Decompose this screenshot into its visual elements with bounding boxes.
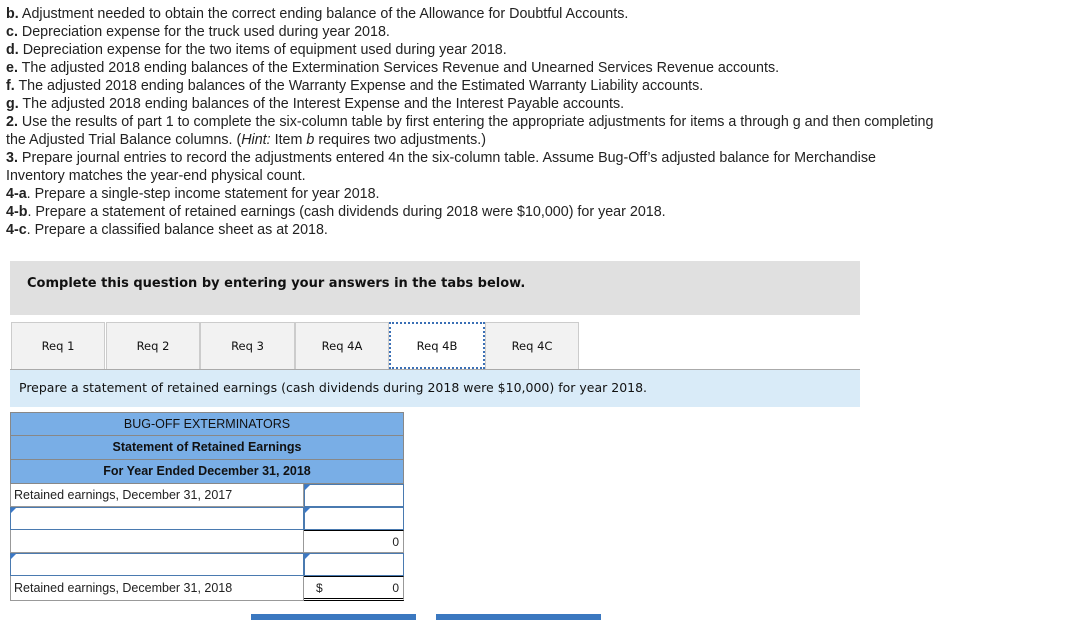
tab-description-text: Prepare a statement of retained earnings (cash dividends during 2018 were $10,000) for year 2018. — [19, 380, 648, 395]
question-item: c. Depreciation expense for the truck used during year 2018. — [6, 24, 390, 40]
question-item: 3. Prepare journal entries to record the adjustments entered 4n the six-column table. Assume Bug-Off’s adjusted balance for Merchandise Inventory matches the year-end physical count. — [6, 150, 876, 184]
label-dropdown[interactable] — [10, 507, 304, 530]
prev-tab-button[interactable] — [251, 614, 416, 620]
question-item: d. Depreciation expense for the two items of equipment used during year 2018. — [6, 42, 507, 58]
total-cell — [304, 576, 404, 601]
amount-input[interactable] — [304, 553, 404, 576]
amount-input[interactable] — [304, 484, 404, 507]
table-row — [10, 507, 404, 530]
total-value: 0 — [392, 581, 399, 595]
question-item: e. The adjusted 2018 ending balances of the Extermination Services Revenue and Unearned Services Revenue accounts. — [6, 60, 780, 76]
tab-req-4c[interactable]: Req 4C — [485, 322, 579, 369]
amount-input[interactable] — [304, 507, 404, 530]
table-row — [10, 576, 404, 601]
question-item: 2. Use the results of part 1 to complete the six-column table by first entering the appropriate adjustments for items a through g and then completing the Adjusted Trial Balance columns. (Hint: Item b requires two adjustments.) — [6, 114, 934, 148]
question-item: 4-c. Prepare a classified balance sheet as at 2018. — [6, 222, 328, 238]
currency-symbol: $ — [316, 581, 323, 595]
label-dropdown[interactable] — [10, 553, 304, 576]
row-label: Retained earnings, December 31, 2018 — [10, 576, 304, 601]
tab-req-3[interactable]: Req 3 — [200, 322, 295, 369]
question-item: b. Adjustment needed to obtain the correct ending balance of the Allowance for Doubtful Accounts. — [6, 6, 629, 22]
question-item: f. The adjusted 2018 ending balances of the Warranty Expense and the Estimated Warranty Liability accounts. — [6, 78, 704, 94]
question-item: 4-a. Prepare a single-step income statement for year 2018. — [6, 186, 380, 202]
question-item: 4-b. Prepare a statement of retained earnings (cash dividends during 2018 were $10,000) for year 2018. — [6, 204, 666, 220]
retained-earnings-statement — [10, 412, 404, 601]
instruction-text: Complete this question by entering your answers in the tabs below. — [27, 276, 526, 291]
tab-description — [10, 369, 860, 407]
tab-req-2[interactable]: Req 2 — [106, 322, 200, 369]
table-row — [10, 553, 404, 576]
question-text — [6, 5, 936, 239]
instruction-banner — [10, 261, 860, 315]
row-label — [10, 530, 304, 553]
tab-req-4b[interactable]: Req 4B — [389, 322, 485, 369]
tab-req-4a[interactable]: Req 4A — [295, 322, 389, 369]
row-label: Retained earnings, December 31, 2017 — [10, 484, 304, 507]
statement-period: For Year Ended December 31, 2018 — [10, 460, 404, 484]
tab-req-1[interactable]: Req 1 — [11, 322, 105, 369]
next-tab-button[interactable] — [436, 614, 601, 620]
question-item: g. The adjusted 2018 ending balances of the Interest Expense and the Interest Payable accounts. — [6, 96, 625, 112]
company-name: BUG-OFF EXTERMINATORS — [10, 412, 404, 436]
table-row — [10, 484, 404, 507]
table-row — [10, 530, 404, 553]
subtotal-value: 0 — [304, 530, 404, 553]
statement-title: Statement of Retained Earnings — [10, 436, 404, 460]
